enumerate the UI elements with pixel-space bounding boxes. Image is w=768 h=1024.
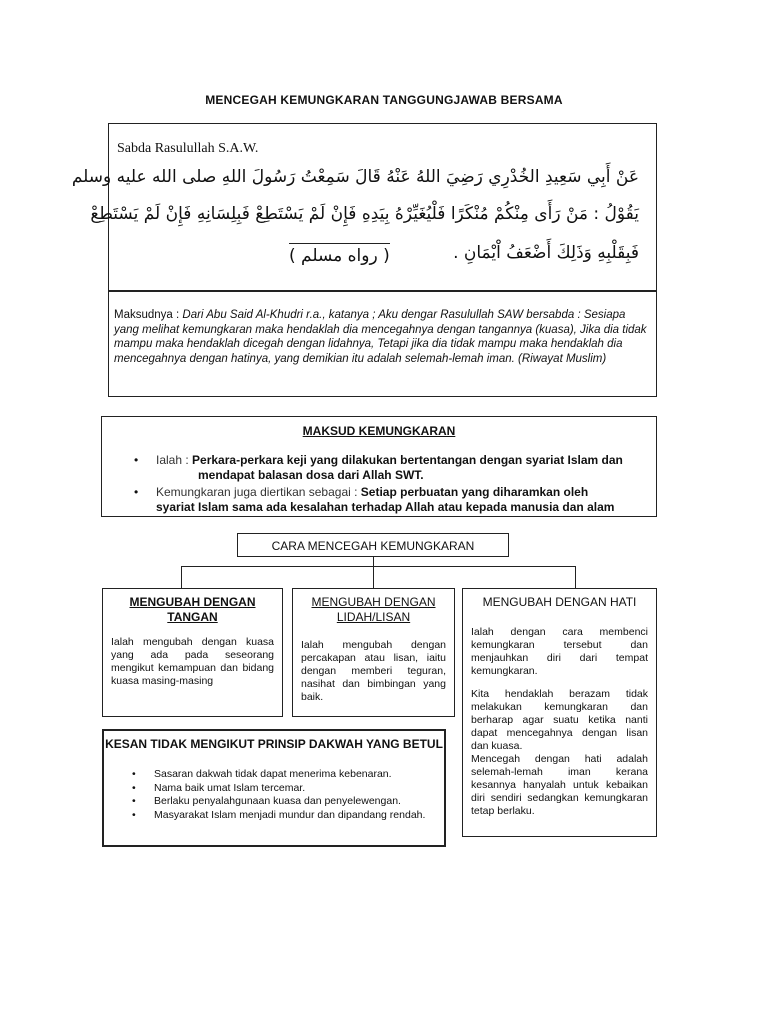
effect-text: Masyarakat Islam menjadi mundur dan dipandang rendah. bbox=[154, 808, 426, 821]
method-hand-title: MENGUBAH DENGAN TANGAN bbox=[129, 595, 256, 624]
list-item bbox=[132, 782, 432, 796]
translation-text bbox=[114, 308, 649, 366]
bullet-icon: • bbox=[134, 453, 139, 467]
translation-box bbox=[108, 291, 657, 397]
method-heart-title: MENGUBAH DENGAN HATI bbox=[482, 595, 637, 609]
translation-body: Dari Abu Said Al-Khudri r.a., katanya ; Aku dengar Rasulullah SAW bersabda : Sesiapa yang melihat kemungkaran maka hendaklah dia mencegahnya dengan tangannya (kuasa), Jika dia tidak mampu maka hendaklah dicegah dengan lidahnya, Tetapi jika dia tidak mampu maka hendaklah dia mencegahnya dengan hatinya, yang demikian itu adalah selemah-lemah iman. (Riwayat Muslim) bbox=[114, 309, 647, 365]
list-item bbox=[132, 768, 432, 782]
method-hand-text: Ialah mengubah dengan kuasa yang ada pada seseorang mengikut kemampuan dan bidang kuasa masing-masing bbox=[111, 636, 274, 687]
definition-bold: Setiap perbuatan yang diharamkan oleh bbox=[360, 485, 589, 499]
definition-prefix: Ialah : bbox=[156, 453, 193, 467]
method-hand-box bbox=[102, 588, 283, 717]
list-item bbox=[132, 795, 432, 809]
bullet-icon: • bbox=[132, 795, 136, 807]
translation-label: Maksudnya : bbox=[114, 309, 180, 321]
effects-title: KESAN TIDAK MENGIKUT PRINSIP DAKWAH YANG BETUL bbox=[105, 737, 443, 751]
definition-bold-continued: mendapat balasan dosa dari Allah SWT. bbox=[198, 468, 424, 482]
effects-box bbox=[102, 729, 446, 847]
definition-bold: Perkara-perkara keji yang dilakukan bertentangan dengan syariat Islam dan bbox=[192, 453, 623, 467]
effects-list bbox=[132, 768, 432, 822]
hadith-reference: ( رواه مسلم ) bbox=[289, 243, 390, 266]
definition-title: MAKSUD KEMUNGKARAN bbox=[302, 424, 456, 438]
effect-text: Sasaran dakwah tidak dapat menerima kebenaran. bbox=[154, 768, 392, 780]
hadith-arabic-line-3-text: فَبِقَلْبِهِ وَذَلِكَ أَضْعَفُ اْيْمَانِ . bbox=[453, 243, 639, 263]
hadith-arabic-line-3 bbox=[139, 243, 639, 266]
hadith-arabic-line-2: يَقُوْلُ : مَنْ رَأَى مِنْكُمْ مُنْكَرًا فَلْيُغَيِّرْهُ بِيَدِهِ فَإِنْ لَمْ يَسْتَطِعْ فَبِلِسَانِهِ فَإِنْ لَمْ يَسْتَطِعْ bbox=[90, 204, 639, 224]
method-tongue-text: Ialah mengubah dengan percakapan atau lisan, iaitu dengan memberi teguran, nasihat dan bimbingan yang baik. bbox=[301, 639, 446, 703]
connector-line bbox=[575, 566, 576, 588]
method-tongue-box bbox=[292, 588, 455, 717]
definition-list bbox=[134, 453, 654, 517]
effect-text: Nama baik umat Islam tercemar. bbox=[154, 781, 306, 794]
list-item bbox=[134, 453, 654, 483]
list-item bbox=[134, 485, 654, 515]
method-heart-box bbox=[462, 588, 657, 837]
method-heart-paragraph: Ialah dengan cara membenci kemungkaran tersebut dan menjauhkan diri dari tempat kemungkaran. bbox=[471, 626, 648, 677]
methods-title: CARA MENCEGAH KEMUNGKARAN bbox=[271, 539, 475, 553]
method-heart-text bbox=[471, 626, 648, 828]
sabda-label: Sabda Rasulullah S.A.W. bbox=[117, 141, 259, 156]
method-tongue-title: MENGUBAH DENGAN LIDAH/LISAN bbox=[311, 595, 436, 624]
connector-line bbox=[373, 566, 374, 588]
methods-title-box bbox=[237, 533, 509, 557]
connector-line bbox=[181, 566, 182, 588]
connector-line bbox=[181, 566, 576, 567]
definition-prefix: Kemungkaran juga diertikan sebagai : bbox=[156, 485, 361, 499]
page-title: MENCEGAH KEMUNGKARAN TANGGUNGJAWAB BERSAMA bbox=[205, 93, 563, 107]
bullet-icon: • bbox=[132, 768, 136, 780]
effect-text: Berlaku penyalahgunaan kuasa dan penyelewengan. bbox=[154, 795, 401, 807]
hadith-arabic-line-1: عَنْ أَبِي سَعِيدِ الخُدْرِي رَضِيَ اللهُ عَنْهُ قَالَ سَمِعْتُ رَسُولَ اللهِ صلى الله عليه وسلم bbox=[71, 167, 639, 187]
hadith-box bbox=[71, 123, 657, 291]
bullet-icon: • bbox=[132, 808, 136, 821]
bullet-icon: • bbox=[134, 485, 139, 499]
bullet-icon: • bbox=[132, 781, 136, 794]
definition-bold-continued: syariat Islam sama ada kesalahan terhadap Allah atau kepada manusia dan alam bbox=[156, 500, 615, 514]
list-item bbox=[132, 809, 432, 823]
method-heart-paragraph: Kita hendaklah berazam tidak melakukan kemungkaran dan berharap agar suatu ketika nanti dapat mencegahnya dengan lisan dan kuasa. Mencegah dengan hati adalah selemah-lemah iman kerana kesannya hanyalah untuk kebaikan diri sendiri sedangkan kemungkaran tetap berlaku. bbox=[471, 688, 648, 817]
definition-box bbox=[101, 416, 657, 517]
